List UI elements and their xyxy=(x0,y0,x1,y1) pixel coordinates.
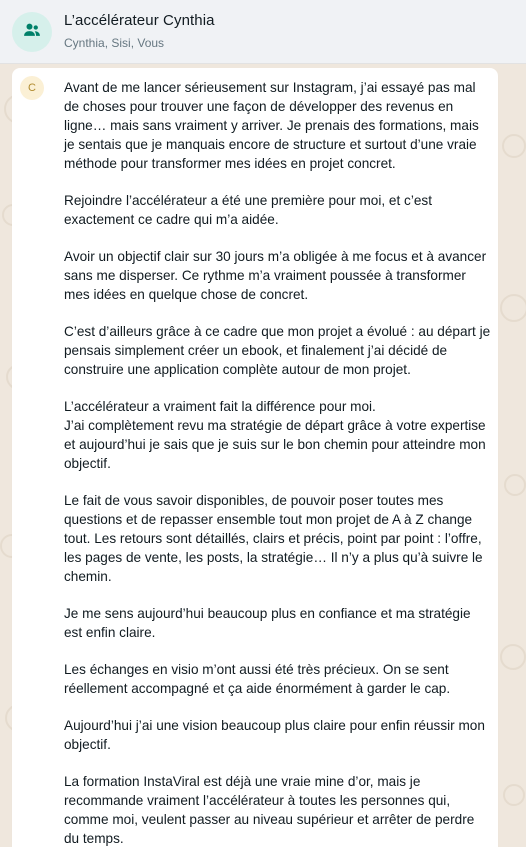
group-avatar[interactable] xyxy=(12,12,52,52)
chat-header[interactable] xyxy=(0,0,526,64)
chat-info[interactable] xyxy=(64,11,215,52)
message-paragraph: Le fait de vous savoir disponibles, de pouvoir poser toutes mes questions et de repasser ensemble tout mon projet de A à Z change tout. Les retours sont détaillés, clairs et précis, point par point : l’offre, les pages de vente, les posts, la stratégie… Il n’y a plus qu’à suivre le chemin. xyxy=(64,493,483,584)
message-paragraph: Rejoindre l’accélérateur a été une première pour moi, et c’est exactement ce cadre qui m’a aidée. xyxy=(64,193,432,227)
message-paragraph: Les échanges en visio m’ont aussi été très précieux. On se sent réellement accompagné et ça aide énormément à garder le cap. xyxy=(64,662,451,696)
message-paragraph: Je me sens aujourd’hui beaucoup plus en confiance et ma stratégie est enfin claire. xyxy=(64,606,471,640)
wallpaper-doodle xyxy=(500,644,526,670)
sender-avatar[interactable]: C xyxy=(20,76,44,100)
message-paragraph: Aujourd’hui j’ai une vision beaucoup plus claire pour enfin réussir mon objectif. xyxy=(64,718,485,752)
chat-participants: Cynthia, Sisi, Vous xyxy=(64,36,165,50)
wallpaper-doodle xyxy=(504,474,526,496)
message-paragraph: Avant de me lancer sérieusement sur Instagram, j’ai essayé pas mal de choses pour trouver une façon de développer des revenus en ligne… mais sans vraiment y arriver. Je prenais des formations, mais je sentais que je manquais encore de structure et surtout d’une vraie méthode pour transformer mes idées en projet concret. xyxy=(64,80,479,171)
group-icon xyxy=(22,20,42,45)
message-text xyxy=(64,78,492,847)
wallpaper-doodle xyxy=(503,784,525,806)
chat-title: L’accélérateur Cynthia xyxy=(64,12,215,29)
wallpaper-doodle xyxy=(500,294,526,322)
wallpaper-doodle xyxy=(502,134,526,158)
message-paragraph: C’est d’ailleurs grâce à ce cadre que mon projet a évolué : au départ je pensais simplement créer un ebook, et finalement j’ai décidé de construire une application complète autour de mon projet. xyxy=(64,324,491,377)
message-paragraph: Avoir un objectif clair sur 30 jours m’a obligée à me focus et à avancer sans me disperser. Ce rythme m’a vraiment poussée à transformer mes idées en quelque chose de concret. xyxy=(64,249,487,302)
message-bubble[interactable] xyxy=(12,68,498,847)
message-paragraph: La formation InstaViral est déjà une vraie mine d’or, mais je recommande vraiment l’accélérateur à toutes les personnes qui, comme moi, veulent passer au niveau supérieur et arrêter de perdre du temps. xyxy=(64,774,475,846)
message-paragraph: L’accélérateur a vraiment fait la différence pour moi. J’ai complètement revu ma stratégie de départ grâce à votre expertise et aujourd’hui je sais que je suis sur le bon chemin pour atteindre mon objectif. xyxy=(64,399,486,471)
